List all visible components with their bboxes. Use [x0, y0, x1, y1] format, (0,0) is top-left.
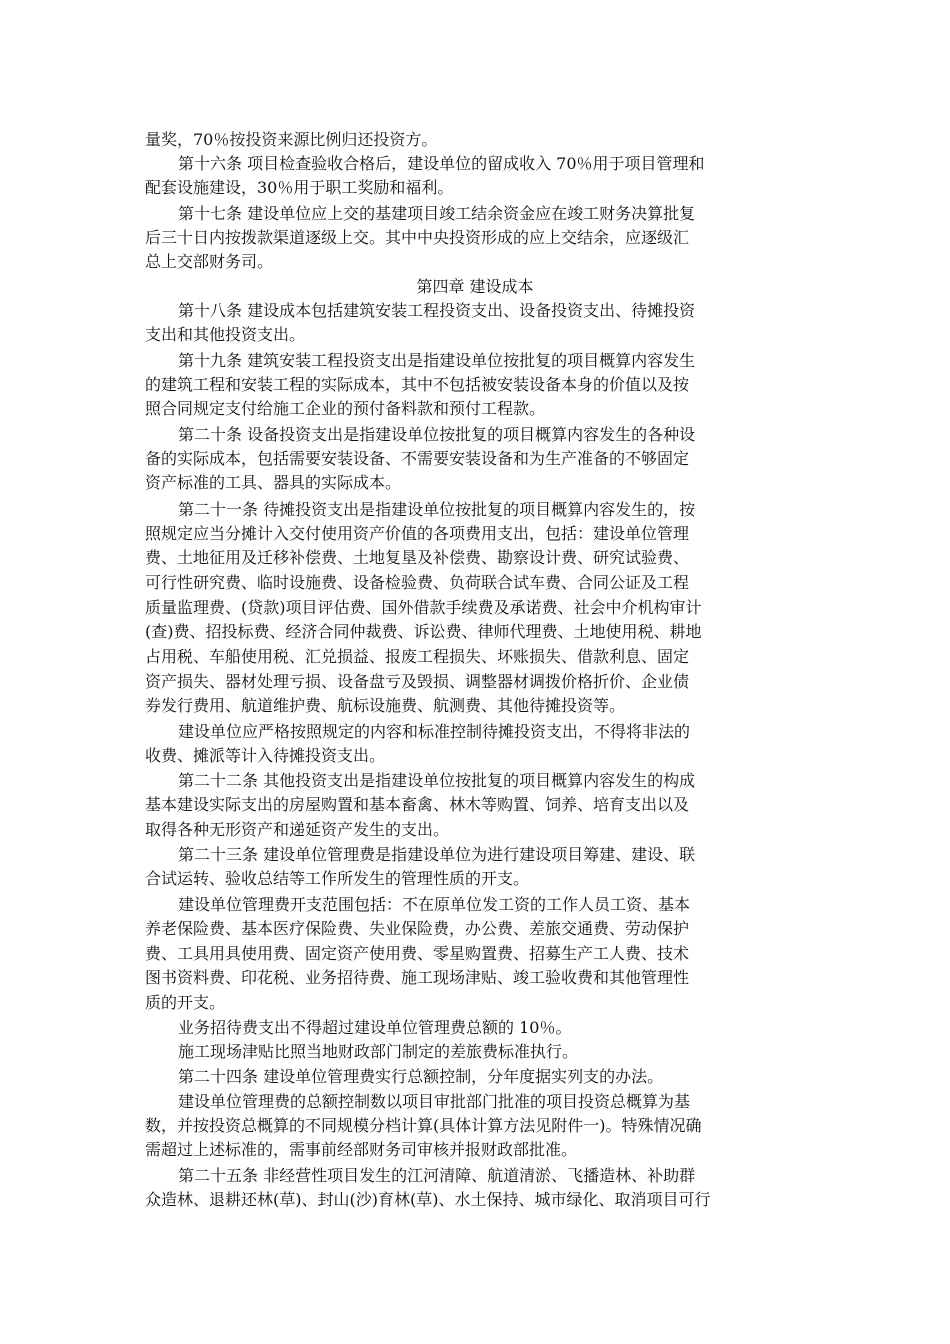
- text-line: 建设单位管理费的总额控制数以项目审批部门批准的项目投资总概算为基: [178, 1092, 691, 1111]
- text-line: 第二十条 设备投资支出是指建设单位按批复的项目概算内容发生的各种设: [178, 425, 696, 444]
- text-line: 第十九条 建筑安装工程投资支出是指建设单位按批复的项目概算内容发生: [178, 351, 696, 370]
- text-line: (查)费、招投标费、经济合同仲裁费、诉讼费、律师代理费、土地使用税、耕地: [145, 622, 702, 641]
- text-line: 需超过上述标准的，需事前经部财务司审核并报财政部批准。: [145, 1140, 578, 1159]
- text-line: 支出和其他投资支出。: [145, 325, 306, 344]
- text-line: 费、土地征用及迁移补偿费、土地复垦及补偿费、勘察设计费、研究试验费、: [145, 548, 690, 567]
- text-line: 基本建设实际支出的房屋购置和基本畜禽、林木等购置、饲养、培育支出以及: [145, 795, 690, 814]
- text-line: 占用税、车船使用税、汇兑损益、报废工程损失、坏账损失、借款利息、固定: [145, 647, 690, 666]
- text-line: 第十八条 建设成本包括建筑安装工程投资支出、设备投资支出、待摊投资: [178, 301, 696, 320]
- text-line: 质的开支。: [145, 993, 226, 1012]
- text-line: 的建筑工程和安装工程的实际成本，其中不包括被安装设备本身的价值以及按: [145, 375, 690, 394]
- text-line: 建设单位管理费开支范围包括：不在原单位发工资的工作人员工资、基本: [178, 895, 691, 914]
- text-line: 收费、摊派等计入待摊投资支出。: [145, 746, 386, 765]
- text-line: 众造林、退耕还林(草)、封山(沙)育林(草)、水土保持、城市绿化、取消项目可行: [145, 1190, 711, 1209]
- text-line: 建设单位应严格按照规定的内容和标准控制待摊投资支出，不得将非法的: [178, 722, 691, 741]
- chapter-heading: 第四章 建设成本: [416, 277, 534, 296]
- text-line: 配套设施建设，30％用于职工奖励和福利。: [145, 178, 454, 197]
- text-line: 总上交部财务司。: [145, 252, 274, 271]
- text-line: 资产损失、器材处理亏损、设备盘亏及毁损、调整器材调拨价格折价、企业债: [145, 672, 690, 691]
- text-line: 第十六条 项目检查验收合格后，建设单位的留成收入 70％用于项目管理和: [178, 154, 705, 173]
- text-line: 第二十一条 待摊投资支出是指建设单位按批复的项目概算内容发生的，按: [178, 500, 696, 519]
- text-line: 第二十四条 建设单位管理费实行总额控制，分年度据实列支的办法。: [178, 1067, 664, 1086]
- text-line: 合试运转、验收总结等工作所发生的管理性质的开支。: [145, 869, 530, 888]
- text-line: 照规定应当分摊计入交付使用资产价值的各项费用支出，包括：建设单位管理: [145, 524, 690, 543]
- text-line: 质量监理费、(贷款)项目评估费、国外借款手续费及承诺费、社会中介机构审计: [145, 598, 702, 617]
- text-line: 养老保险费、基本医疗保险费、失业保险费，办公费、差旅交通费、劳动保护: [145, 919, 690, 938]
- text-line: 备的实际成本，包括需要安装设备、不需要安装设备和为生产准备的不够固定: [145, 449, 690, 468]
- text-line: 第二十二条 其他投资支出是指建设单位按批复的项目概算内容发生的构成: [178, 771, 696, 790]
- text-line: 施工现场津贴比照当地财政部门制定的差旅费标准执行。: [178, 1042, 579, 1061]
- text-line: 业务招待费支出不得超过建设单位管理费总额的 10％。: [178, 1018, 572, 1037]
- text-line: 可行性研究费、临时设施费、设备检验费、负荷联合试车费、合同公证及工程: [145, 573, 690, 592]
- text-line: 图书资料费、印花税、业务招待费、施工现场津贴、竣工验收费和其他管理性: [145, 968, 690, 987]
- text-line: 资产标准的工具、器具的实际成本。: [145, 473, 402, 492]
- text-line: 数，并按投资总概算的不同规模分档计算(具体计算方法见附件一)。特殊情况确: [145, 1116, 702, 1135]
- text-line: 取得各种无形资产和递延资产发生的支出。: [145, 820, 450, 839]
- text-line: 费、工具用具使用费、固定资产使用费、零星购置费、招募生产工人费、技术: [145, 944, 690, 963]
- text-line: 量奖，70％按投资来源比例归还投资方。: [145, 130, 438, 149]
- text-line: 后三十日内按拨款渠道逐级上交。其中中央投资形成的应上交结余，应逐级汇: [145, 228, 690, 247]
- text-line: 第十七条 建设单位应上交的基建项目竣工结余资金应在竣工财务决算批复: [178, 204, 696, 223]
- text-line: 第二十三条 建设单位管理费是指建设单位为进行建设项目筹建、建设、联: [178, 845, 696, 864]
- text-line: 照合同规定支付给施工企业的预付备料款和预付工程款。: [145, 399, 546, 418]
- text-line: 第二十五条 非经营性项目发生的江河清障、航道清淤、飞播造林、补助群: [178, 1166, 696, 1185]
- text-line: 券发行费用、航道维护费、航标设施费、航测费、其他待摊投资等。: [145, 696, 626, 715]
